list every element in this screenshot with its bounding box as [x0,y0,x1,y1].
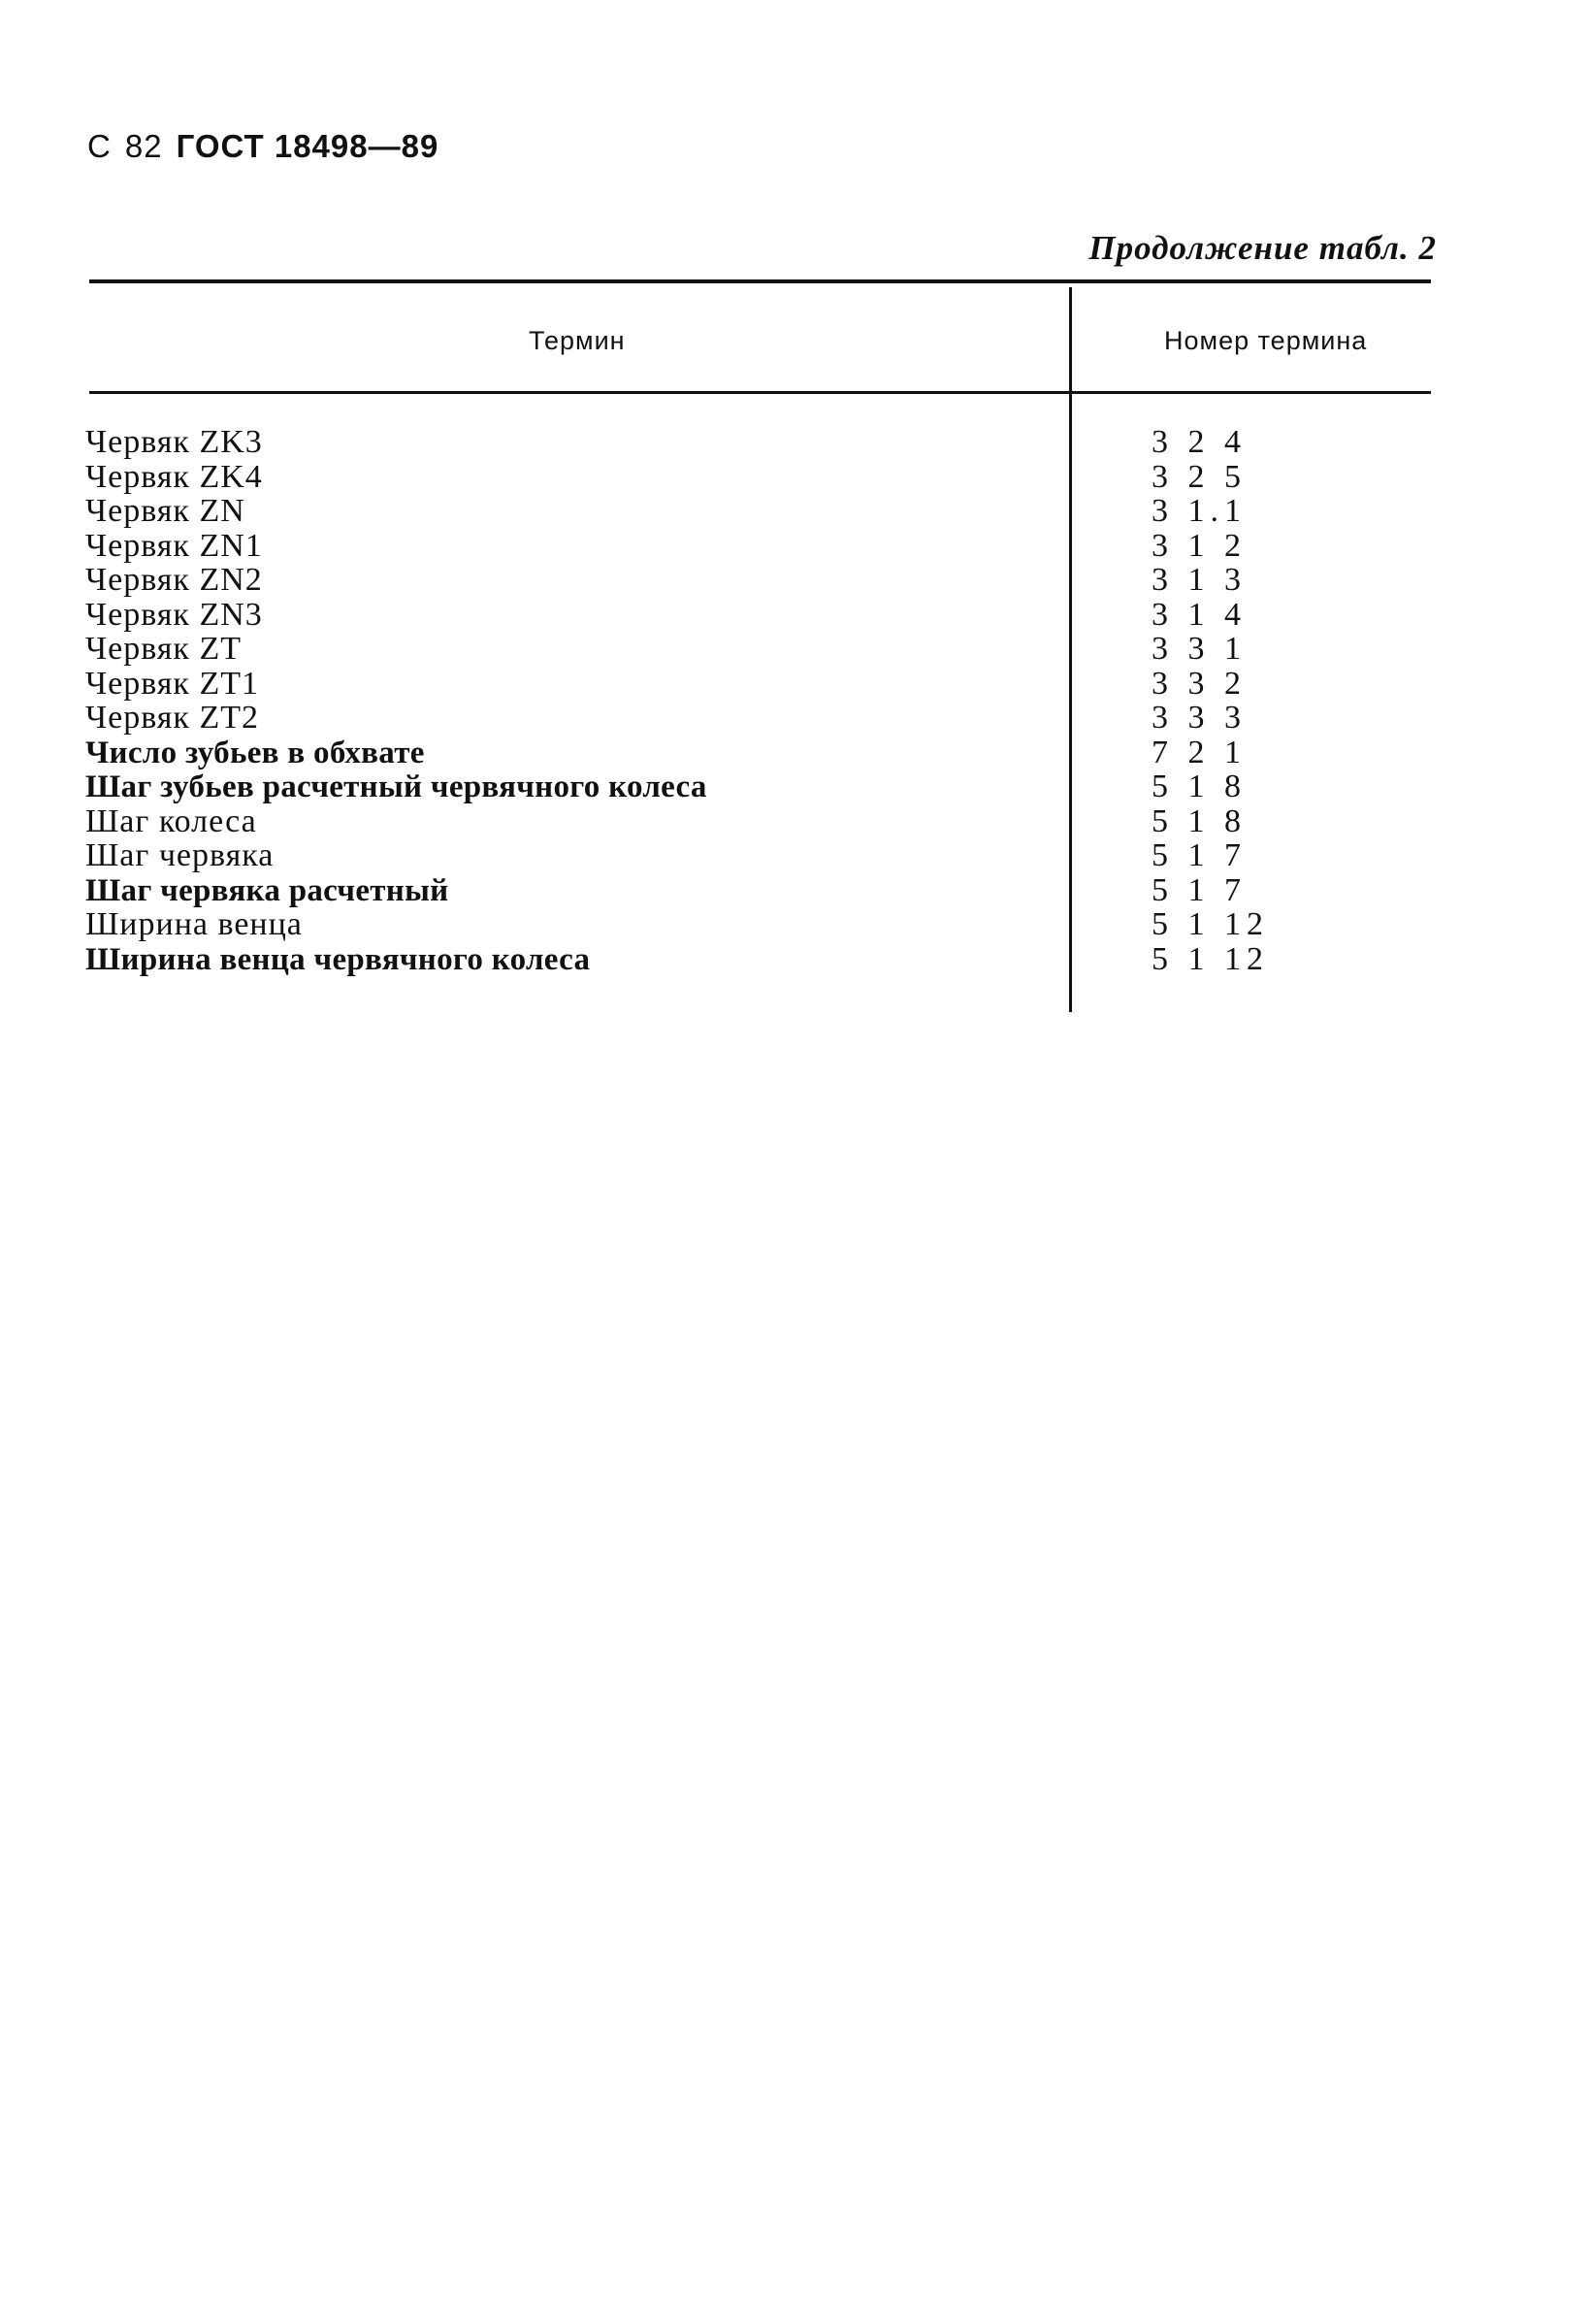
table-row [85,907,1434,942]
term-cell: Червяк ZN3 [85,596,263,633]
term-number-cell: 5 1 12 [1152,940,1269,977]
term-number-cell: 5 1 7 [1152,837,1247,873]
term-number-cell: 3 2 4 [1152,424,1247,460]
term-number-cell: 5 1 8 [1152,802,1247,839]
term-cell: Червяк ZK3 [85,424,263,460]
table-body [85,425,1434,976]
page-number: 82 [124,128,163,164]
term-cell: Шаг колеса [85,802,257,839]
term-cell: Ширина венца [85,906,303,942]
term-number-cell: 3 3 3 [1152,700,1247,736]
header-bottom-rule [89,391,1431,394]
table-row [85,873,1434,908]
term-cell: Шаг червяка расчетный [85,872,449,908]
table-row [85,769,1434,804]
term-number-cell: 3 1.1 [1152,493,1247,529]
term-cell: Червяк ZK4 [85,458,263,495]
table-top-rule [89,279,1431,283]
table-row [85,701,1434,736]
table-row [85,736,1434,770]
term-cell: Червяк ZT [85,631,242,667]
table-row [85,598,1434,633]
table-row [85,942,1434,977]
column-header-term: Термин [529,326,626,355]
term-number-cell: 3 3 1 [1152,631,1247,667]
term-number-cell: 3 1 2 [1152,527,1247,564]
term-cell: Шаг зубьев расчетный червячного колеса [85,769,707,804]
term-number-cell: 5 1 8 [1152,769,1247,804]
table-row [85,529,1434,564]
table-row [85,494,1434,529]
table-row [85,563,1434,598]
table-row [85,425,1434,460]
term-number-cell: 7 2 1 [1152,734,1247,770]
table-row [85,804,1434,839]
table-row [85,667,1434,702]
term-cell: Шаг червяка [85,837,275,873]
standard-id: ГОСТ 18498—89 [176,128,439,164]
page-header [87,128,452,165]
page-letter: С [87,128,112,164]
term-cell: Червяк ZN2 [85,562,263,598]
table-caption: Продолжение табл. 2 [1088,229,1437,267]
table-row [85,838,1434,873]
term-number-cell: 5 1 7 [1152,871,1247,908]
table-row [85,460,1434,495]
term-number-cell: 5 1 12 [1152,906,1269,942]
term-cell: Червяк ZN [85,493,245,529]
term-cell: Червяк ZT1 [85,665,259,702]
term-cell: Червяк ZN1 [85,527,263,564]
term-cell: Ширина венца червячного колеса [85,941,591,977]
column-header-number: Номер термина [1164,326,1368,355]
term-number-cell: 3 2 5 [1152,458,1247,495]
term-number-cell: 3 1 3 [1152,562,1247,598]
term-cell: Червяк ZT2 [85,700,259,736]
term-number-cell: 3 3 2 [1152,665,1247,702]
table-row [85,632,1434,667]
term-cell: Число зубьев в обхвате [85,735,425,770]
term-number-cell: 3 1 4 [1152,596,1247,633]
